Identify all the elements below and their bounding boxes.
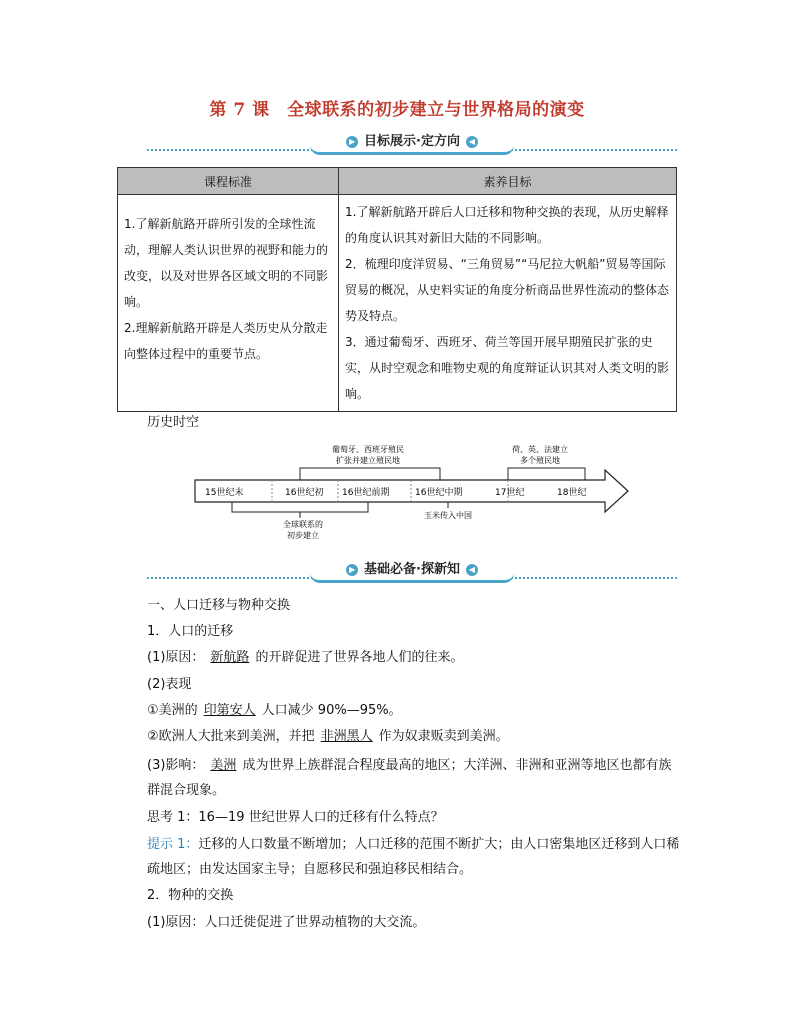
banner-label: ▶ 目标展示·定方向 ◀ (310, 132, 514, 155)
arrow-left-icon: ◀ (466, 564, 478, 576)
timeline-note: 荷、英、法建立 (512, 445, 568, 454)
text-line: (2)表现 (147, 677, 192, 692)
goal-line: 1.了解新航路开辟后人口迁移和物种交换的表现，从历史解释的角度认识其对新旧大陆的不同影响。 (345, 205, 669, 245)
arrow-right-icon: ▶ (346, 564, 358, 576)
timeline-diagram (190, 438, 635, 548)
timeline-tick: 15世纪末 (205, 488, 244, 498)
goal-line: 2．梳理印度洋贸易、“三角贸易”“马尼拉大帆船”贸易等国际贸易的概况，从史料实证的角度分析商品世界性流动的整体态势及特点。 (345, 257, 670, 323)
timeline-tick: 16世纪初 (285, 488, 324, 498)
text-line: (1)原因： 新航路 的开辟促进了世界各地人们的往来。 (147, 650, 464, 665)
goal-line: 3．通过葡萄牙、西班牙、荷兰等国开展早期殖民扩张的史实，从时空观念和唯物史观的角度辩证认识其对人类文明的影响。 (345, 335, 670, 401)
fill-blank: 非洲黑人 (320, 729, 373, 744)
table-cell-standard (118, 195, 339, 412)
think-question: 思考 1：16—19 世纪世界人口的迁移有什么特点？ (147, 810, 444, 825)
table-cell-goals (339, 195, 677, 412)
arrow-right-icon: ▶ (346, 136, 358, 148)
section-banner-goals (147, 132, 677, 156)
sub-heading: 1．人口的迁移 (147, 624, 234, 639)
timeline-note: 初步建立 (287, 531, 319, 540)
sub-heading: 2．物种的交换 (147, 888, 234, 903)
fill-blank: 美洲 (210, 758, 237, 773)
timeline-note: 多个殖民地 (520, 456, 560, 465)
text-line: ①美洲的 印第安人 人口减少 90%—95%。 (147, 703, 402, 718)
standard-line: 1.了解新航路开辟所引发的全球性流动，理解人类认识世界的视野和能力的改变，以及对世界各区域文明的不同影响。 (124, 217, 329, 309)
text-line: ②欧洲人大批来到美洲，并把 非洲黑人 作为奴隶贩卖到美洲。 (147, 729, 509, 744)
timeline-note: 玉米传入中国 (424, 511, 472, 520)
fill-blank: 印第安人 (203, 703, 256, 718)
hint-answer: 提示 1：迁移的人口数量不断增加；人口迁移的范围不断扩大；由人口密集地区迁移到人口稀疏地区；由发达国家主导；自愿移民和强迫移民相结合。 (147, 837, 680, 877)
timeline-note: 扩张并建立殖民地 (336, 456, 400, 465)
text-line: (1)原因：人口迁徙促进了世界动植物的大交流。 (147, 915, 426, 930)
lesson-title: 第 7 课 全球联系的初步建立与世界格局的演变 (209, 100, 585, 120)
timeline-tick: 16世纪前期 (342, 488, 390, 498)
banner-label: ▶ 基础必备·探新知 ◀ (310, 560, 514, 583)
section-heading: 一、人口迁移与物种交换 (147, 598, 291, 613)
standard-line: 2.理解新航路开辟是人类历史从分散走向整体过程中的重要节点。 (124, 321, 328, 361)
table-header-standard: 课程标准 (118, 168, 339, 195)
fill-blank: 新航路 (210, 650, 250, 665)
timeline-tick: 17世纪 (495, 488, 525, 498)
timeline-note: 葡萄牙、西班牙殖民 (332, 445, 404, 454)
section-banner-basics (147, 560, 677, 584)
hint-label: 提示 1： (147, 837, 199, 852)
standards-table (117, 167, 677, 412)
history-label: 历史时空 (147, 415, 200, 430)
timeline-tick: 16世纪中期 (415, 488, 463, 498)
timeline-note: 全球联系的 (283, 520, 323, 529)
text-line: (3)影响： 美洲 成为世界上族群混合程度最高的地区；大洋洲、非洲和亚洲等地区也都有族群混合现象。 (147, 758, 672, 798)
table-header-goals: 素养目标 (339, 168, 677, 195)
arrow-left-icon: ◀ (466, 136, 478, 148)
timeline-tick: 18世纪 (557, 488, 587, 498)
